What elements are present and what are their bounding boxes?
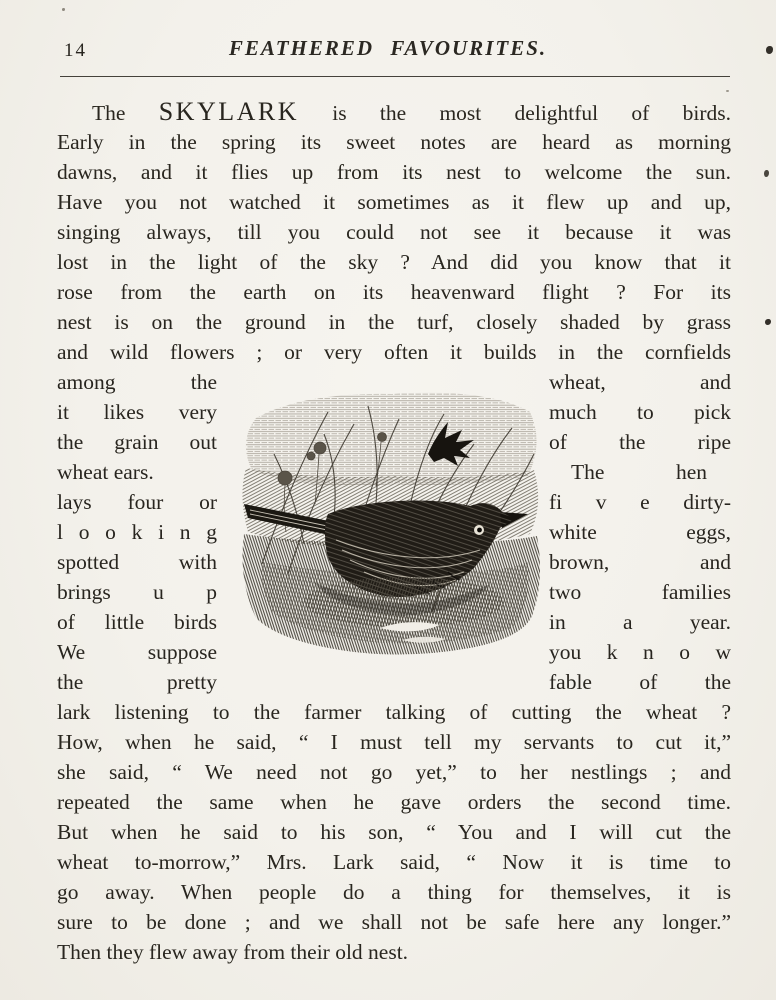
wrap-right: of the ripe <box>549 430 731 454</box>
engraving-image <box>232 382 550 674</box>
skylark-nest-illustration <box>232 382 550 674</box>
wrap-right: fi v e dirty- <box>549 490 731 514</box>
wrap-left: We suppose <box>57 640 217 664</box>
text-wrap-section <box>57 367 731 697</box>
wrap-right: wheat, and <box>549 370 731 394</box>
text-line: Early in the spring its sweet notes are heard as morning <box>57 130 731 154</box>
text-line: lost in the light of the sky ? And did you know that it <box>57 250 731 274</box>
text-segment: The <box>92 101 159 125</box>
paragraph-fable <box>57 697 731 967</box>
wrap-left: spotted with <box>57 550 217 574</box>
wrap-right: in a year. <box>549 610 731 634</box>
ink-speck <box>764 170 769 177</box>
text-line: Then they flew away from their old nest. <box>57 940 409 964</box>
ink-speck <box>765 319 771 325</box>
wrap-right: much to pick <box>549 400 731 424</box>
wrap-right: brown, and <box>549 550 731 574</box>
text-line: dawns, and it flies up from its nest to welcome the sun. <box>57 160 731 184</box>
text-line: lark listening to the farmer talking of cutting the wheat ? <box>57 700 731 724</box>
text-line: rose from the earth on its heavenward flight ? For its <box>57 280 731 304</box>
wrap-left: lays four or <box>57 490 217 514</box>
wrap-left: it likes very <box>57 400 217 424</box>
header-rule <box>60 76 730 77</box>
wrap-left: brings u p <box>57 580 217 604</box>
text-line <box>57 97 731 127</box>
wrap-right: you k n o w <box>549 640 731 664</box>
text-line: repeated the same when he gave orders the second time. <box>57 790 731 814</box>
text-segment: is the most delightful of birds. <box>299 101 731 125</box>
text-line: she said, “ We need not go yet,” to her nestlings ; and <box>57 760 731 784</box>
page-number: 14 <box>64 40 87 61</box>
wrap-left: l o o k i n g <box>57 520 217 544</box>
wrap-right: white eggs, <box>549 520 731 544</box>
text-line: Have you not watched it sometimes as it flew up and up, <box>57 190 731 214</box>
text-line: But when he said to his son, “ You and I will cut the <box>57 820 731 844</box>
wrap-left: among the <box>57 370 217 394</box>
wrap-left: wheat ears. <box>57 460 154 484</box>
text-line: singing always, till you could not see it because it was <box>57 220 731 244</box>
text-line: and wild flowers ; or very often it builds in the cornfields <box>57 340 731 364</box>
wrap-right: two families <box>549 580 731 604</box>
wrap-right: The hen <box>571 460 707 484</box>
wrap-left: the pretty <box>57 670 217 694</box>
paragraph-opening <box>57 97 731 367</box>
wrap-right: fable of the <box>549 670 731 694</box>
skylark-caps: SKYLARK <box>158 97 300 126</box>
text-line: nest is on the ground in the turf, closely shaded by grass <box>57 310 731 334</box>
text-line: wheat to-morrow,” Mrs. Lark said, “ Now it is time to <box>57 850 731 874</box>
text-line: How, when he said, “ I must tell my servants to cut it,” <box>57 730 731 754</box>
wrap-left: the grain out <box>57 430 217 454</box>
nest-shadow <box>304 577 504 627</box>
ink-speck <box>726 90 729 92</box>
running-head-title: FEATHERED FAVOURITES. <box>228 36 548 60</box>
wrap-left: of little birds <box>57 610 217 634</box>
text-line: go away. When people do a thing for themselves, it is <box>57 880 731 904</box>
text-line: sure to be done ; and we shall not be safe here any longer.” <box>57 910 731 934</box>
ink-speck <box>62 8 65 11</box>
